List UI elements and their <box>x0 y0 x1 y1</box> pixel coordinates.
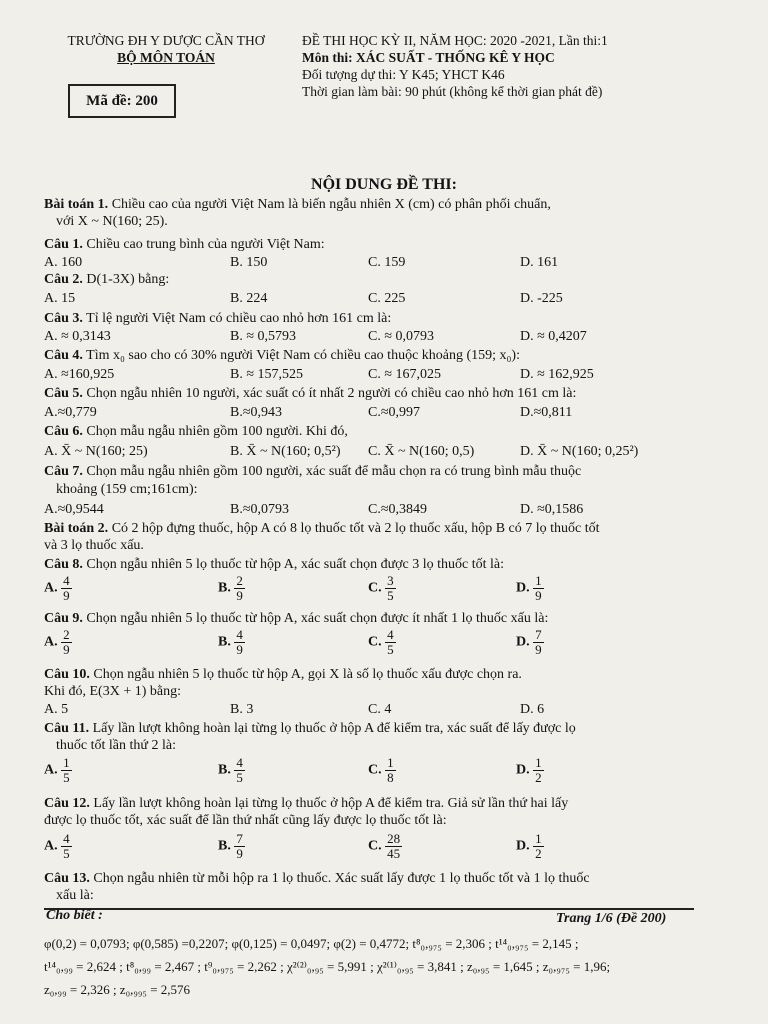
question-7-label: Câu 7. <box>44 464 83 479</box>
q2-option-a: A. 15 <box>44 291 76 306</box>
question-10 <box>44 666 522 683</box>
question-3-label: Câu 3. <box>44 311 83 326</box>
q12-c-denominator: 45 <box>387 846 401 861</box>
q8-c-denominator: 5 <box>387 588 394 603</box>
q8-option-b <box>218 574 245 603</box>
question-8-label: Câu 8. <box>44 557 83 572</box>
q6-option-c: C. X̄ ~ N(160; 0,5) <box>368 444 475 459</box>
q12-option-d-letter: D. <box>516 838 530 854</box>
question-4 <box>44 347 520 364</box>
question-2-label: Câu 2. <box>44 272 83 287</box>
q3-option-a: A. ≈ 0,3143 <box>44 329 111 344</box>
question-6 <box>44 423 348 440</box>
q12-a-numerator: 4 <box>63 831 70 846</box>
q12-b-denominator: 9 <box>236 846 243 861</box>
q10-option-c: C. 4 <box>368 702 392 717</box>
question-1 <box>44 236 325 253</box>
q8-option-b-fraction <box>234 574 245 603</box>
footer-divider <box>44 908 694 910</box>
page-number: Trang 1/6 (Đề 200) <box>556 911 667 926</box>
q7-option-a: A.≈0,9544 <box>44 502 104 517</box>
q9-option-b <box>218 628 245 657</box>
q12-option-b <box>218 832 245 861</box>
q3-option-d: D. ≈ 0,4207 <box>520 329 587 344</box>
q6-option-d: D. X̄ ~ N(160; 0,25²) <box>520 444 639 459</box>
given-values-line-3: z₀,₉₉ = 2,326 ; z₀,₉₉₅ = 2,576 <box>44 982 191 997</box>
question-10-text2: Khi đó, E(3X + 1) bằng: <box>44 684 181 699</box>
question-7-text: Chọn mẫu ngẫu nhiên gồm 100 người, xác suất để mẫu chọn ra có trung bình mẫu thuộc <box>86 464 582 479</box>
q8-option-a <box>44 574 72 603</box>
question-2-text: D(1-3X) bằng: <box>86 272 170 287</box>
q7-option-c: C.≈0,3849 <box>368 502 428 517</box>
q11-d-numerator: 1 <box>535 755 542 770</box>
q9-c-denominator: 5 <box>387 642 394 657</box>
q11-d-denominator: 2 <box>535 770 542 785</box>
q11-a-numerator: 1 <box>63 755 70 770</box>
q12-option-d <box>516 832 544 861</box>
q11-option-d <box>516 756 544 785</box>
question-4-text: Tìm x₀ sao cho có 30% người Việt Nam có chiều cao thuộc khoảng (159; x₀): <box>86 348 520 363</box>
q9-option-c-letter: C. <box>368 634 382 650</box>
q9-b-denominator: 9 <box>236 642 243 657</box>
q8-b-numerator: 2 <box>236 573 243 588</box>
question-10-label: Câu 10. <box>44 667 90 682</box>
q12-b-numerator: 7 <box>236 831 243 846</box>
q12-option-b-letter: B. <box>218 838 231 854</box>
q8-a-numerator: 4 <box>63 573 70 588</box>
q11-option-c-letter: C. <box>368 762 382 778</box>
problem-1-intro <box>44 196 551 213</box>
q7-option-b: B.≈0,0793 <box>230 502 290 517</box>
q8-option-c-fraction <box>385 574 396 603</box>
question-13-text: Chọn ngẫu nhiên từ mỗi hộp ra 1 lọ thuốc. Xác suất lấy được 1 lọ thuốc tốt và 1 lọ thuốc <box>93 871 590 886</box>
problem-2-intro <box>44 520 600 537</box>
q12-c-numerator: 28 <box>387 831 401 846</box>
question-2 <box>44 271 169 288</box>
question-6-text: Chọn mẫu ngẫu nhiên gồm 100 người. Khi đó, <box>86 424 348 439</box>
q11-option-a <box>44 756 72 785</box>
given-values-line-1: φ(0,2) = 0,0793; φ(0,585) =0,2207; φ(0,125) = 0,0497; φ(2) = 0,4772; t⁸₀,₉₇₅ = 2,306 ; t¹⁴₀,₉₇₅ = 2,145 ; <box>44 936 579 951</box>
q9-d-numerator: 7 <box>535 627 542 642</box>
q11-option-d-letter: D. <box>516 762 530 778</box>
exam-audience: Đối tượng dự thi: Y K45; YHCT K46 <box>302 67 505 82</box>
q4-option-a: A. ≈160,925 <box>44 367 115 382</box>
q6-option-b: B. X̄ ~ N(160; 0,5²) <box>230 444 341 459</box>
q2-option-b: B. 224 <box>230 291 268 306</box>
q8-c-numerator: 3 <box>387 573 394 588</box>
q7-option-d: D. ≈0,1586 <box>520 502 584 517</box>
problem-2-text: Có 2 hộp đựng thuốc, hộp A có 8 lọ thuốc tốt và 2 lọ thuốc xấu, hộp B có 7 lọ thuốc tốt <box>111 521 600 536</box>
question-3-text: Tỉ lệ người Việt Nam có chiều cao nhỏ hơn 161 cm là: <box>86 311 392 326</box>
q9-option-c-fraction <box>385 628 396 657</box>
question-5-text: Chọn ngẫu nhiên 10 người, xác suất có ít nhất 2 người có chiều cao nhỏ hơn 161 cm là: <box>86 386 577 401</box>
q12-option-a-letter: A. <box>44 838 58 854</box>
q1-option-b: B. 150 <box>230 255 268 270</box>
question-13-label: Câu 13. <box>44 871 90 886</box>
q2-option-d: D. -225 <box>520 291 563 306</box>
q8-option-d <box>516 574 544 603</box>
header-right <box>302 32 608 100</box>
problem-1-label: Bài toán 1. <box>44 197 109 212</box>
question-12-text: Lấy lần lượt không hoàn lại từng lọ thuốc ở hộp A để kiểm tra. Giả sử lần thứ hai lấy <box>93 796 569 811</box>
q8-d-numerator: 1 <box>535 573 542 588</box>
q9-option-c <box>368 628 396 657</box>
q9-option-d <box>516 628 544 657</box>
header-left <box>46 32 286 66</box>
q11-b-denominator: 5 <box>236 770 243 785</box>
q11-b-numerator: 4 <box>236 755 243 770</box>
university-name: TRƯỜNG ĐH Y DƯỢC CẦN THƠ <box>67 33 265 48</box>
q10-option-a: A. 5 <box>44 702 69 717</box>
problem-1-text: Chiều cao của người Việt Nam là biến ngẫu nhiên X (cm) có phân phối chuẩn, <box>111 197 551 212</box>
q5-option-a: A.≈0,779 <box>44 405 97 420</box>
q9-option-a-fraction <box>61 628 72 657</box>
q1-option-d: D. 161 <box>520 255 559 270</box>
q4-option-c: C. ≈ 167,025 <box>368 367 442 382</box>
question-12-label: Câu 12. <box>44 796 90 811</box>
q9-option-a <box>44 628 72 657</box>
q9-option-b-fraction <box>234 628 245 657</box>
question-5 <box>44 385 576 402</box>
q5-option-c: C.≈0,997 <box>368 405 421 420</box>
question-3 <box>44 310 391 327</box>
exam-duration: Thời gian làm bài: 90 phút (không kể thời gian phát đề) <box>302 84 603 99</box>
question-1-label: Câu 1. <box>44 237 83 252</box>
q8-option-a-letter: A. <box>44 580 58 596</box>
question-1-text: Chiều cao trung bình của người Việt Nam: <box>86 237 325 252</box>
q1-option-a: A. 160 <box>44 255 83 270</box>
question-10-text: Chọn ngẫu nhiên 5 lọ thuốc từ hộp A, gọi X là số lọ thuốc xấu được chọn ra. <box>93 667 522 682</box>
question-4-label: Câu 4. <box>44 348 83 363</box>
question-12 <box>44 795 568 812</box>
q1-option-c: C. 159 <box>368 255 406 270</box>
q12-d-numerator: 1 <box>535 831 542 846</box>
question-11-text2: thuốc tốt lần thứ 2 là: <box>56 738 176 753</box>
question-9-text: Chọn ngẫu nhiên 5 lọ thuốc từ hộp A, xác suất chọn được ít nhất 1 lọ thuốc xấu là: <box>86 611 549 626</box>
question-11-label: Câu 11. <box>44 721 90 736</box>
question-13 <box>44 870 590 887</box>
q9-option-d-fraction <box>533 628 544 657</box>
question-6-label: Câu 6. <box>44 424 83 439</box>
question-9 <box>44 610 548 627</box>
problem-1-text2: với X ~ N(160; 25). <box>56 214 168 229</box>
page-title: NỘI DUNG ĐỀ THI: <box>311 176 457 193</box>
q9-option-d-letter: D. <box>516 634 530 650</box>
q8-option-d-letter: D. <box>516 580 530 596</box>
q9-c-numerator: 4 <box>387 627 394 642</box>
q12-a-denominator: 5 <box>63 846 70 861</box>
q11-c-denominator: 8 <box>387 770 394 785</box>
q8-option-a-fraction <box>61 574 72 603</box>
q8-a-denominator: 9 <box>63 588 70 603</box>
given-values-line-2: t¹⁴₀,₉₉ = 2,624 ; t⁸₀,₉₉ = 2,467 ; t⁹₀,₉₇₅ = 2,262 ; χ²⁽²⁾₀,₉₅ = 5,991 ; χ²⁽¹⁾₀,₉₅ = 3,841 ; z₀,₉₅ = 1,645 ; z₀,₉₇₅ = 1,96; <box>44 959 611 974</box>
q8-option-d-fraction <box>533 574 544 603</box>
q8-option-b-letter: B. <box>218 580 231 596</box>
q12-d-denominator: 2 <box>535 846 542 861</box>
q9-d-denominator: 9 <box>535 642 542 657</box>
q8-b-denominator: 9 <box>236 588 243 603</box>
question-9-label: Câu 9. <box>44 611 83 626</box>
q6-option-a: A. X̄ ~ N(160; 25) <box>44 444 148 459</box>
q10-option-b: B. 3 <box>230 702 254 717</box>
question-12-text2: được lọ thuốc tốt, xác suất để lần thứ nhất cũng lấy được lọ thuốc tốt là: <box>44 813 447 828</box>
question-7-text2: khoảng (159 cm;161cm): <box>56 482 198 497</box>
q12-option-a-fraction <box>61 832 72 861</box>
q11-option-b-fraction <box>234 756 245 785</box>
q11-option-c <box>368 756 396 785</box>
exam-title: ĐỀ THI HỌC KỲ II, NĂM HỌC: 2020 -2021, Lần thi:1 <box>302 33 608 48</box>
q11-option-a-letter: A. <box>44 762 58 778</box>
question-11 <box>44 720 576 737</box>
q11-option-a-fraction <box>61 756 72 785</box>
q8-option-c <box>368 574 396 603</box>
q12-option-c-fraction <box>385 832 402 861</box>
q4-option-d: D. ≈ 162,925 <box>520 367 594 382</box>
q8-option-c-letter: C. <box>368 580 382 596</box>
q9-a-denominator: 9 <box>63 642 70 657</box>
q9-option-a-letter: A. <box>44 634 58 650</box>
question-5-label: Câu 5. <box>44 386 83 401</box>
q10-option-d: D. 6 <box>520 702 545 717</box>
q12-option-d-fraction <box>533 832 544 861</box>
q9-option-b-letter: B. <box>218 634 231 650</box>
q11-c-numerator: 1 <box>387 755 394 770</box>
q11-option-c-fraction <box>385 756 396 785</box>
q4-option-b: B. ≈ 157,525 <box>230 367 304 382</box>
problem-2-label: Bài toán 2. <box>44 521 109 536</box>
q2-option-c: C. 225 <box>368 291 406 306</box>
q9-b-numerator: 4 <box>236 627 243 642</box>
q12-option-c <box>368 832 402 861</box>
q11-option-d-fraction <box>533 756 544 785</box>
q11-option-b-letter: B. <box>218 762 231 778</box>
question-8 <box>44 556 504 573</box>
question-11-text: Lấy lần lượt không hoàn lại từng lọ thuốc ở hộp A để kiểm tra, xác suất để lấy được lọ <box>92 721 576 736</box>
q8-d-denominator: 9 <box>535 588 542 603</box>
q11-a-denominator: 5 <box>63 770 70 785</box>
q12-option-b-fraction <box>234 832 245 861</box>
problem-2-text2: và 3 lọ thuốc xấu. <box>44 538 144 553</box>
q9-a-numerator: 2 <box>63 627 70 642</box>
q12-option-a <box>44 832 72 861</box>
q5-option-d: D.≈0,811 <box>520 405 573 420</box>
question-7 <box>44 463 581 480</box>
department-name: BỘ MÔN TOÁN <box>117 50 215 65</box>
exam-code-box: Mã đề: 200 <box>68 84 176 118</box>
q12-option-c-letter: C. <box>368 838 382 854</box>
exam-subject: Môn thi: XÁC SUẤT - THỐNG KÊ Y HỌC <box>302 50 555 65</box>
q11-option-b <box>218 756 245 785</box>
question-8-text: Chọn ngẫu nhiên 5 lọ thuốc từ hộp A, xác suất chọn được 3 lọ thuốc tốt là: <box>86 557 505 572</box>
q5-option-b: B.≈0,943 <box>230 405 283 420</box>
q3-option-c: C. ≈ 0,0793 <box>368 329 435 344</box>
given-label: Cho biết : <box>46 908 103 923</box>
q3-option-b: B. ≈ 0,5793 <box>230 329 297 344</box>
question-13-text2: xấu là: <box>56 888 94 903</box>
